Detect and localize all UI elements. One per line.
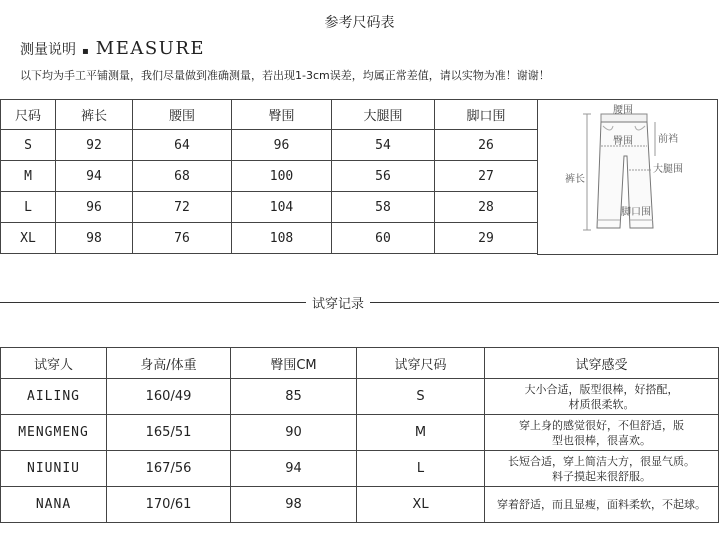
size-cell: 92 — [56, 130, 133, 161]
size-cell: 64 — [133, 130, 232, 161]
try-header-cell: 身高/体重 — [107, 348, 231, 379]
size-header-cell: 裤长 — [56, 100, 133, 130]
size-cell: 28 — [435, 192, 538, 223]
size-table-row — [1, 130, 538, 161]
tried-size: M — [357, 415, 485, 451]
diagram-label-hip: 臀围 — [613, 136, 633, 147]
size-table — [0, 99, 538, 254]
tried-size: L — [357, 451, 485, 487]
size-table-row — [1, 161, 538, 192]
height-weight: 170/61 — [107, 487, 231, 523]
size-cell: 56 — [332, 161, 435, 192]
size-cell: 96 — [232, 130, 332, 161]
size-cell: XL — [1, 223, 56, 254]
size-cell: 76 — [133, 223, 232, 254]
fit-feedback: 大小合适，版型很棒，好搭配， 材质很柔软。 — [485, 379, 719, 415]
hip-cm: 90 — [231, 415, 357, 451]
size-cell: 104 — [232, 192, 332, 223]
tester-name: NIUNIU — [1, 451, 107, 487]
try-header-cell: 试穿感受 — [485, 348, 719, 379]
try-table-row — [1, 379, 719, 415]
size-cell: 108 — [232, 223, 332, 254]
pants-diagram-cell — [537, 99, 718, 255]
size-table-header-row — [1, 100, 538, 130]
try-header-cell: 臀围CM — [231, 348, 357, 379]
size-cell: 26 — [435, 130, 538, 161]
size-cell: 60 — [332, 223, 435, 254]
try-table-row — [1, 451, 719, 487]
measure-label: 测量说明 — [20, 42, 76, 58]
size-cell: L — [1, 192, 56, 223]
size-cell: 58 — [332, 192, 435, 223]
tester-name: AILING — [1, 379, 107, 415]
size-table-row — [1, 192, 538, 223]
size-cell: 54 — [332, 130, 435, 161]
size-cell: 94 — [56, 161, 133, 192]
tried-size: XL — [357, 487, 485, 523]
measure-heading — [20, 38, 205, 59]
size-cell: 68 — [133, 161, 232, 192]
try-on-table — [0, 347, 719, 523]
fit-feedback: 穿上身的感觉很好，不但舒适，版 型也很棒，很喜欢。 — [485, 415, 719, 451]
fit-feedback: 长短合适，穿上简洁大方，很显气质。 料子摸起来很舒服。 — [485, 451, 719, 487]
tester-name: NANA — [1, 487, 107, 523]
size-cell: 27 — [435, 161, 538, 192]
height-weight: 160/49 — [107, 379, 231, 415]
try-header-cell: 试穿尺码 — [357, 348, 485, 379]
diagram-label-length: 裤长 — [565, 174, 585, 185]
height-weight: 165/51 — [107, 415, 231, 451]
size-header-cell: 大腿围 — [332, 100, 435, 130]
tester-name: MENGMENG — [1, 415, 107, 451]
diagram-label-waist: 腰围 — [613, 105, 633, 116]
try-table-row — [1, 487, 719, 523]
diagram-label-front-rise: 前裆 — [658, 134, 678, 145]
measure-bullet-icon: ▪ — [82, 46, 89, 57]
size-cell: M — [1, 161, 56, 192]
size-cell: S — [1, 130, 56, 161]
diagram-label-thigh: 大腿围 — [653, 164, 683, 175]
hip-cm: 98 — [231, 487, 357, 523]
diagram-label-hem: 脚口围 — [621, 207, 651, 218]
size-header-cell: 臀围 — [232, 100, 332, 130]
size-cell: 96 — [56, 192, 133, 223]
try-header-cell: 试穿人 — [1, 348, 107, 379]
try-section-title: 试穿记录 — [306, 293, 370, 312]
size-cell: 72 — [133, 192, 232, 223]
size-header-cell: 尺码 — [1, 100, 56, 130]
measure-english-label: MEASURE — [95, 38, 206, 59]
hip-cm: 85 — [231, 379, 357, 415]
size-cell: 100 — [232, 161, 332, 192]
tried-size: S — [357, 379, 485, 415]
size-header-cell: 腰围 — [133, 100, 232, 130]
pants-diagram — [537, 100, 717, 255]
page-title: 参考尺码表 — [324, 15, 395, 31]
size-cell: 98 — [56, 223, 133, 254]
measurement-note: 以下均为手工平铺测量，我们尽量做到准确测量，若出现1-3cm误差，均属正常差值，请以实物为准！谢谢！ — [20, 69, 550, 82]
size-cell: 29 — [435, 223, 538, 254]
fit-feedback: 穿着舒适，而且显瘦，面料柔软，不起球。 — [485, 487, 719, 523]
try-table-header-row — [1, 348, 719, 379]
hip-cm: 94 — [231, 451, 357, 487]
try-table-row — [1, 415, 719, 451]
height-weight: 167/56 — [107, 451, 231, 487]
size-table-row — [1, 223, 538, 254]
size-header-cell: 脚口围 — [435, 100, 538, 130]
